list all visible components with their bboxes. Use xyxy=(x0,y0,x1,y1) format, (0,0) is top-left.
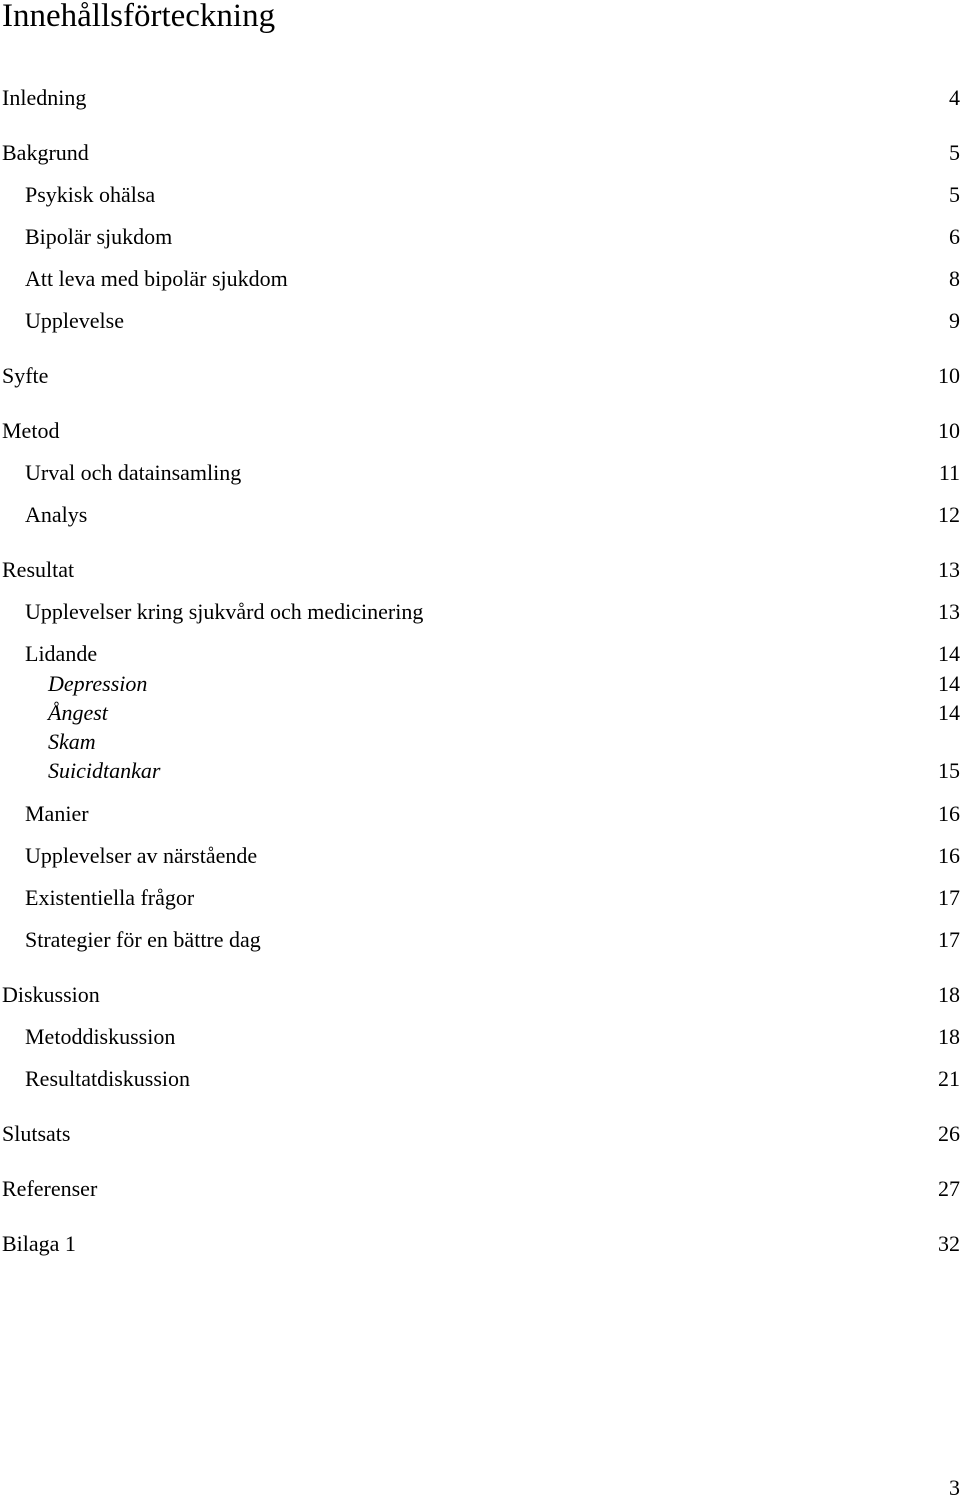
page-title: Innehållsförteckning xyxy=(2,0,276,34)
toc-entry[interactable] xyxy=(0,265,960,293)
toc-entry-page: 16 xyxy=(938,843,960,868)
toc-entry[interactable] xyxy=(0,84,960,112)
toc-entry-page: 17 xyxy=(938,927,960,952)
toc-entry-page: 18 xyxy=(938,1024,960,1049)
toc-entry-label: Att leva med bipolär sjukdom xyxy=(25,266,288,291)
toc-entry-page: 21 xyxy=(938,1066,960,1091)
toc-entry[interactable] xyxy=(0,884,960,912)
toc-entry[interactable] xyxy=(0,307,960,335)
toc-entry[interactable] xyxy=(0,1023,960,1051)
toc-entry-page: 32 xyxy=(938,1231,960,1256)
toc-entry-label: Referenser xyxy=(2,1176,98,1201)
toc-entry-label: Psykisk ohälsa xyxy=(25,182,156,207)
toc-entry-page: 15 xyxy=(938,758,960,783)
toc-entry-page: 6 xyxy=(949,224,960,249)
toc-entry[interactable] xyxy=(0,800,960,828)
toc-entry-page: 5 xyxy=(949,182,960,207)
page-number: 3 xyxy=(949,1475,960,1500)
toc-entry[interactable] xyxy=(0,757,960,785)
toc-entry-label: Urval och datainsamling xyxy=(25,460,242,485)
toc-entry-page: 16 xyxy=(938,801,960,826)
toc-entry-label: Metod xyxy=(2,418,60,443)
toc-entry[interactable] xyxy=(0,598,960,626)
toc-entry[interactable] xyxy=(0,181,960,209)
toc-entry-page: 14 xyxy=(938,671,960,696)
toc-entry-label: Skam xyxy=(48,729,96,754)
toc-entry-page: 4 xyxy=(949,85,960,110)
toc-entry-page: 5 xyxy=(949,140,960,165)
toc-entry[interactable] xyxy=(0,1230,960,1258)
toc-entry-page: 26 xyxy=(938,1121,960,1146)
toc-entry-page: 13 xyxy=(938,557,960,582)
toc-entry[interactable] xyxy=(0,556,960,584)
toc-entry-page: 10 xyxy=(938,363,960,388)
toc-entry-page: 17 xyxy=(938,885,960,910)
toc-entry-page: 8 xyxy=(949,266,960,291)
toc-entry[interactable] xyxy=(0,459,960,487)
toc-entry-label: Suicidtankar xyxy=(48,758,161,783)
toc-entry-label: Existentiella frågor xyxy=(25,885,195,910)
toc-entry-label: Upplevelse xyxy=(25,308,124,333)
toc-entry-page: 18 xyxy=(938,982,960,1007)
toc-entry[interactable] xyxy=(0,1120,960,1148)
toc-entry-label: Upplevelser av närstående xyxy=(25,843,258,868)
toc-entry-label: Manier xyxy=(25,801,89,826)
toc-entry-page: 11 xyxy=(938,460,960,485)
toc-entry[interactable] xyxy=(0,640,960,668)
toc-entry[interactable] xyxy=(0,926,960,954)
toc-entry[interactable] xyxy=(0,699,960,727)
toc-entry-label: Strategier för en bättre dag xyxy=(25,927,261,952)
toc-entry-label: Depression xyxy=(48,671,148,696)
toc-entry[interactable] xyxy=(0,139,960,167)
toc-entry-page: 14 xyxy=(938,641,960,666)
toc-entry[interactable] xyxy=(0,728,960,756)
toc-entry-page: 13 xyxy=(938,599,960,624)
toc-entry[interactable] xyxy=(0,223,960,251)
toc-entry-label: Slutsats xyxy=(2,1121,71,1146)
toc-entry-label: Lidande xyxy=(25,641,98,666)
toc-entry-label: Syfte xyxy=(2,363,49,388)
toc-entry-label: Ångest xyxy=(48,700,108,725)
toc-entry[interactable] xyxy=(0,1175,960,1203)
toc-entry-label: Bilaga 1 xyxy=(2,1231,76,1256)
toc-entry-label: Resultatdiskussion xyxy=(25,1066,191,1091)
toc-entry-label: Bakgrund xyxy=(2,140,89,165)
toc-entry-label: Upplevelser kring sjukvård och medicinering xyxy=(25,599,424,624)
toc-entry-label: Diskussion xyxy=(2,982,100,1007)
toc-entry[interactable] xyxy=(0,842,960,870)
toc-entry[interactable] xyxy=(0,362,960,390)
toc-entry-page: 27 xyxy=(938,1176,960,1201)
toc-entry[interactable] xyxy=(0,1065,960,1093)
toc-entry-label: Resultat xyxy=(2,557,75,582)
toc-entry[interactable] xyxy=(0,670,960,698)
toc-entry-label: Analys xyxy=(25,502,88,527)
toc-entry-page: 10 xyxy=(938,418,960,443)
toc-entry[interactable] xyxy=(0,981,960,1009)
toc-entry-page: 12 xyxy=(938,502,960,527)
toc-entry[interactable] xyxy=(0,501,960,529)
toc-entry-label: Bipolär sjukdom xyxy=(25,224,173,249)
toc-entry-label: Inledning xyxy=(2,85,87,110)
toc-entry-page: 14 xyxy=(938,700,960,725)
toc-entry-page: 9 xyxy=(949,308,960,333)
toc-entry-label: Metoddiskussion xyxy=(25,1024,176,1049)
toc-entry[interactable] xyxy=(0,417,960,445)
